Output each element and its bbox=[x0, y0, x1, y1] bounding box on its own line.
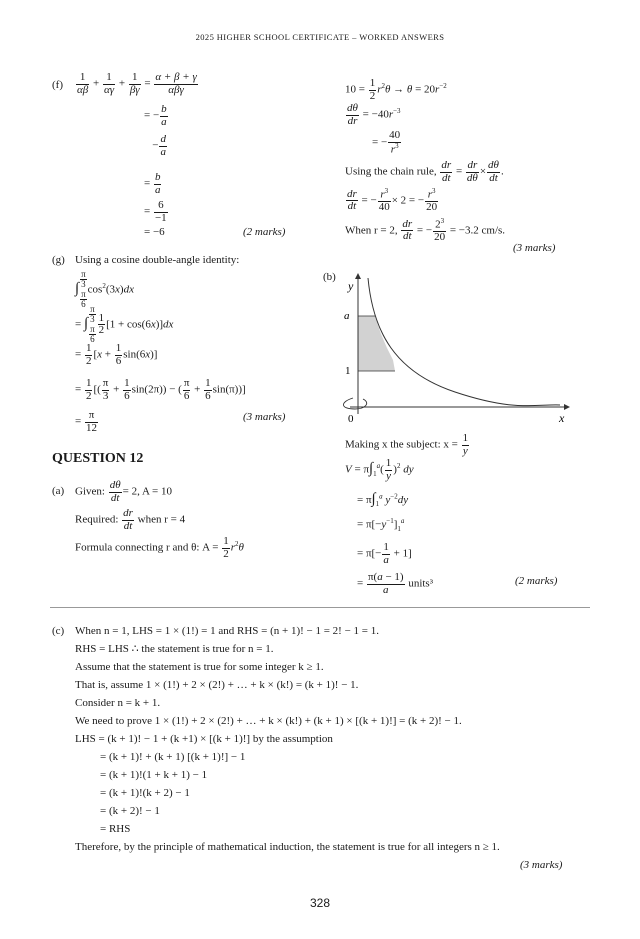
c-line-5: Consider n = k + 1. bbox=[75, 697, 161, 709]
q12a-given: Given: $\frac{d\theta}{dt}$ = 2, A = 10 bbox=[75, 479, 172, 504]
g-label: (g) bbox=[52, 254, 65, 266]
b-volume1: $V = \pi\int_1^a$( $\frac{1}{y}$ )$^2$ dy bbox=[345, 457, 414, 482]
c-line-2: RHS = LHS ∴ the statement is true for n = 1. bbox=[75, 643, 274, 655]
dtheta-dr-line2: = − $\frac{40}{r^3}$ bbox=[372, 129, 401, 156]
g-intro: Using a cosine double-angle identity: bbox=[75, 254, 240, 266]
b-volume2: = $\pi\int_1^a$ $y^{-2}dy$ bbox=[357, 491, 409, 509]
theta-relation: 10 = $\frac{1}{2}$ $r^2\theta \to \theta = 20r^{-2}$ bbox=[345, 77, 447, 102]
dtheta-dr-line: $\frac{d\theta}{dr}$ = $-40r^{-3}$ bbox=[347, 102, 401, 127]
q12a-required: Required: $\frac{dr}{dt}$ when r = 4 bbox=[75, 507, 186, 532]
question-12-heading: QUESTION 12 bbox=[52, 451, 144, 466]
c-line-10: = (k + 1)!(k + 2) − 1 bbox=[100, 787, 190, 799]
b-label: (b) bbox=[323, 271, 336, 283]
g-integral1: ∫ $\frac{\pi}{3}$ $\frac{\pi}{6}$ $\cos^2(3x)dx$ bbox=[75, 269, 134, 310]
q12a-label: (a) bbox=[52, 485, 65, 497]
f-final: = −6 bbox=[144, 226, 165, 238]
b-volume3: = $\pi[-y^{-1}]_1^a$ bbox=[357, 517, 405, 533]
g-antiderivative: = $\frac{1}{2}$ [x + $\frac{1}{6}$ sin(6x)] bbox=[75, 342, 158, 367]
a-tick-label: a bbox=[344, 310, 350, 322]
c-line-7: LHS = (k + 1)! − 1 + (k +1) × [(k + 1)!] by the assumption bbox=[75, 733, 333, 745]
b-volume4: = π[− $\frac{1}{a}$ + 1] bbox=[357, 541, 412, 566]
g-final: = $\frac{\pi}{12}$ bbox=[75, 409, 97, 434]
x-axis-label: x bbox=[559, 411, 565, 425]
y-axis-label: y bbox=[348, 279, 354, 293]
dr-dt-line: $\frac{dr}{dt}$ = − $\frac{r^3}{40}$ × 2 = − $\frac{r^3}{20}$ bbox=[347, 187, 438, 214]
c-line-6: We need to prove 1 × (1!) + 2 × (2!) + … + k × (k!) + (k + 1) × [(k + 1)!] = (k + 2)! − 1. bbox=[75, 715, 462, 727]
c-line-4: That is, assume 1 × (1!) + 2 × (2!) + … + k × (k!) = (k + 1)! − 1. bbox=[75, 679, 359, 691]
f-step4: = $\frac{6}{-1}$ bbox=[144, 199, 167, 224]
f-label: (f) bbox=[52, 79, 63, 91]
when-r-line: When r = 2, $\frac{dr}{dt}$ = − $\frac{2^3}{20}$ = −3.2 cm/s. bbox=[345, 217, 506, 244]
origin-label: 0 bbox=[348, 413, 354, 425]
curve-y-1-over-x bbox=[368, 278, 560, 406]
chain-rule-line: Using the chain rule, $\frac{dr}{dt}$ = $\frac{dr}{d\theta}$ × $\frac{d\theta}{dt}$ . bbox=[345, 159, 504, 184]
b-marks: (2 marks) bbox=[515, 575, 558, 587]
c-line-1: When n = 1, LHS = 1 × (1!) = 1 and RHS = (n + 1)! − 1 = 2! − 1 = 1. bbox=[75, 625, 380, 637]
one-tick-label: 1 bbox=[345, 365, 351, 377]
q12a-formula: Formula connecting r and θ: A = $\frac{1}{2}$ $r^2\theta$ bbox=[75, 535, 244, 560]
f-step2: − $\frac{d}{a}$ bbox=[144, 133, 166, 158]
c-line-12: = RHS bbox=[100, 823, 131, 835]
f-first-line: $\frac{1}{\alpha\beta}$ + $\frac{1}{\alpha\gamma}$ + $\frac{1}{\beta\gamma}$ = $\frac{\alpha + \beta + \gamma}{\text{αβγ}}$ bbox=[77, 71, 197, 96]
g-marks: (3 marks) bbox=[243, 411, 286, 423]
c-line-9: = (k + 1)!(1 + k + 1) − 1 bbox=[100, 769, 208, 781]
g-integral2: = ∫ $\frac{\pi}{3}$ $\frac{\pi}{6}$ $\frac{1}{2}$ [1 + cos(6x)]dx bbox=[75, 304, 174, 345]
e-right-marks: (3 marks) bbox=[513, 242, 556, 254]
section-divider bbox=[50, 607, 590, 608]
f-marks: (2 marks) bbox=[243, 226, 286, 238]
f-step1: = − $\frac{b}{a}$ bbox=[144, 103, 167, 128]
running-header: 2025 HIGHER SCHOOL CERTIFICATE – WORKED ANSWERS bbox=[195, 32, 445, 42]
c-line-8: = (k + 1)! + (k + 1) [(k + 1)!] − 1 bbox=[100, 751, 246, 763]
c-label: (c) bbox=[52, 625, 65, 637]
shaded-region bbox=[358, 316, 395, 371]
b-subject-line: Making x the subject: x = $\frac{1}{y}$ bbox=[345, 432, 469, 457]
b-volume-final: = $\frac{\pi(a - 1)}{a}$ units³ bbox=[357, 571, 434, 596]
c-line-13: Therefore, by the principle of mathematical induction, the statement is true for all integers n ≥ 1. bbox=[75, 841, 500, 853]
g-evaluate: = $\frac{1}{2}$ [( $\frac{\pi}{3}$ + $\frac{1}{6}$ sin(2π)) − ( $\frac{\pi}{6}$ + $\frac{1}{6}$ sin(π))] bbox=[75, 377, 246, 402]
area-volume-graph bbox=[335, 262, 575, 432]
c-marks: (3 marks) bbox=[520, 859, 563, 871]
c-line-3: Assume that the statement is true for some integer k ≥ 1. bbox=[75, 661, 324, 673]
c-line-11: = (k + 2)! − 1 bbox=[100, 805, 160, 817]
page-number: 328 bbox=[309, 896, 331, 910]
f-step3: = $\frac{b}{a}$ bbox=[144, 171, 161, 196]
